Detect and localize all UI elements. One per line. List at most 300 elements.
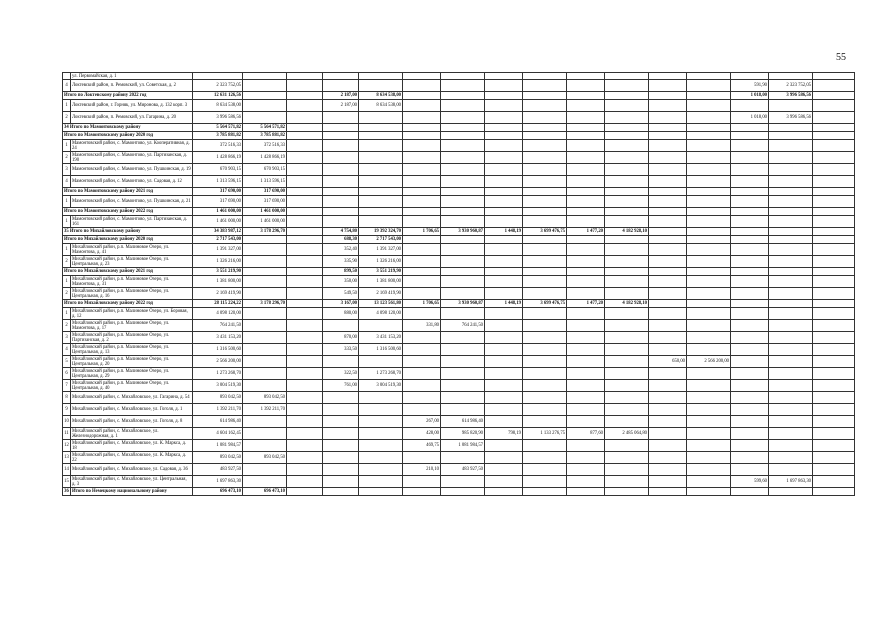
value-cell: 3 004 519,30 [359,380,403,392]
page-number: 55 [836,52,846,63]
value-cell: 798,19 [485,428,523,440]
value-cell [359,440,403,452]
value-cell: 614 986,40 [193,416,243,428]
value-cell [649,92,687,100]
value-cell [769,140,813,152]
value-cell [287,288,323,300]
value-cell [769,452,813,464]
address-cell: Мамонтовский район, с. Мамонтово, ул. Пушкинская, д. 21 [71,196,193,208]
value-cell [567,276,605,288]
value-cell [813,368,855,380]
value-cell [567,308,605,320]
row-number: 4 [63,80,71,92]
value-cell: 877,60 [567,428,605,440]
value-cell [731,152,769,164]
value-cell: 1 081 984,57 [193,440,243,452]
value-cell [441,452,485,464]
value-cell [687,464,731,476]
value-cell [287,73,323,80]
value-cell [523,268,567,276]
value-cell [813,80,855,92]
row-number: 2 [63,320,71,332]
value-cell [567,112,605,124]
address-cell: Михайловский район, р.п. Малиновое Озеро, ул. Партизанская, д. 2 [71,332,193,344]
value-cell [403,276,441,288]
value-cell [403,332,441,344]
value-cell [193,73,243,80]
value-cell [441,92,485,100]
value-cell [769,100,813,112]
value-cell [441,216,485,228]
value-cell: 1 461 000,00 [243,216,287,228]
value-cell [567,452,605,464]
table-row [63,288,855,300]
value-cell [441,152,485,164]
address-cell: Мамонтовский район, с. Мамонтово, ул. Партизанская, д. 190 [71,152,193,164]
value-cell [403,196,441,208]
value-cell [605,132,649,140]
address-cell: Мамонтовский район, с. Мамонтово, ул. Садовая, д. 12 [71,176,193,188]
value-cell [813,464,855,476]
value-cell [323,216,359,228]
value-cell [731,440,769,452]
table-row [63,256,855,268]
value-cell [523,100,567,112]
value-cell [649,140,687,152]
row-number: 2 [63,152,71,164]
value-cell: 428,00 [403,428,441,440]
value-cell [403,132,441,140]
value-cell [605,176,649,188]
total-row [63,236,855,244]
value-cell [323,112,359,124]
address-cell: Михайловский район, с. Михайловское, ул. К. Маркса, д. 18 [71,440,193,452]
value-cell [687,428,731,440]
table-row [63,100,855,112]
value-cell [523,464,567,476]
value-cell [605,92,649,100]
value-cell [649,380,687,392]
value-cell [731,428,769,440]
value-cell [769,440,813,452]
value-cell [485,100,523,112]
row-number: 1 [63,216,71,228]
value-cell [523,368,567,380]
budget-table [62,72,855,496]
value-cell [813,256,855,268]
value-cell: 1 391 327,00 [359,244,403,256]
value-cell [403,344,441,356]
total-title: 34 Итого по Мамонтовскому району [63,124,193,132]
total-row [63,132,855,140]
value-cell [605,208,649,216]
table-row [63,308,855,320]
value-cell [485,308,523,320]
value-cell [485,488,523,496]
value-cell [649,208,687,216]
table-row [63,476,855,488]
value-cell [485,476,523,488]
table-row [63,216,855,228]
value-cell [403,73,441,80]
value-cell: 8 634 538,00 [359,100,403,112]
value-cell [687,344,731,356]
value-cell [605,332,649,344]
value-cell: 1 316 500,60 [359,344,403,356]
value-cell [287,216,323,228]
value-cell [287,80,323,92]
value-cell: 670 903,15 [243,164,287,176]
value-cell [485,132,523,140]
value-cell: 1 428 866,19 [193,152,243,164]
value-cell [359,80,403,92]
value-cell: 350,00 [323,276,359,288]
value-cell [523,356,567,368]
value-cell [287,132,323,140]
value-cell [687,308,731,320]
value-cell: 372 516,33 [193,140,243,152]
value-cell [287,332,323,344]
value-cell [769,320,813,332]
value-cell [323,164,359,176]
total-title: Итого по Немецкому национальному району [71,488,193,496]
value-cell [323,176,359,188]
value-cell [243,368,287,380]
value-cell [403,208,441,216]
value-cell [769,308,813,320]
value-cell: 1 313 596,15 [193,176,243,188]
value-cell [441,236,485,244]
value-cell [359,464,403,476]
value-cell: 3 996 586,56 [769,92,813,100]
value-cell [323,73,359,80]
value-cell [243,320,287,332]
value-cell [523,236,567,244]
value-cell [403,268,441,276]
value-cell: 1 316 500,60 [193,344,243,356]
value-cell [687,80,731,92]
value-cell: 2 566 200,00 [193,356,243,368]
value-cell: 317 690,00 [243,196,287,208]
value-cell [649,112,687,124]
value-cell: 4 182 928,10 [605,300,649,308]
row-number: 2 [63,112,71,124]
value-cell [485,344,523,356]
value-cell: 28 115 224,22 [193,300,243,308]
value-cell [567,356,605,368]
value-cell [287,320,323,332]
address-cell: Михайловский район, р.п. Малиновое Озеро, ул. Мамонтова, д. 17 [71,320,193,332]
value-cell [649,392,687,404]
value-cell [687,244,731,256]
value-cell [441,476,485,488]
value-cell [769,132,813,140]
value-cell [441,188,485,196]
value-cell [523,488,567,496]
value-cell [649,124,687,132]
value-cell [567,73,605,80]
value-cell [323,196,359,208]
value-cell [605,392,649,404]
value-cell: 1 706,65 [403,300,441,308]
value-cell [441,208,485,216]
table-row [63,112,855,124]
value-cell [605,100,649,112]
value-cell [567,132,605,140]
value-cell [523,244,567,256]
value-cell [687,440,731,452]
value-cell: 688,30 [323,236,359,244]
value-cell [441,276,485,288]
value-cell: 3 004 519,30 [193,380,243,392]
total-row [63,124,855,132]
value-cell [441,132,485,140]
value-cell [243,92,287,100]
value-cell [769,344,813,356]
value-cell [485,356,523,368]
value-cell: 8 634 538,00 [359,92,403,100]
value-cell [359,404,403,416]
value-cell [687,256,731,268]
value-cell [403,288,441,300]
value-cell [731,320,769,332]
value-cell: 1 133 276,75 [523,428,567,440]
value-cell [523,288,567,300]
value-cell [567,464,605,476]
value-cell [769,276,813,288]
value-cell [769,124,813,132]
table-row [63,80,855,92]
value-cell [769,368,813,380]
value-cell [287,380,323,392]
value-cell: 4 604 162,45 [193,428,243,440]
value-cell [323,464,359,476]
value-cell [243,276,287,288]
value-cell: 549,50 [323,288,359,300]
value-cell [605,320,649,332]
table-body [63,73,855,496]
value-cell [485,416,523,428]
value-cell [605,196,649,208]
value-cell [649,368,687,380]
value-cell [649,80,687,92]
value-cell [813,244,855,256]
table-row [63,356,855,368]
table-row [63,176,855,188]
value-cell [687,124,731,132]
value-cell [485,404,523,416]
value-cell [567,332,605,344]
value-cell [731,452,769,464]
value-cell [649,188,687,196]
value-cell [403,308,441,320]
value-cell [649,476,687,488]
value-cell [813,92,855,100]
value-cell [813,188,855,196]
value-cell [287,464,323,476]
value-cell [485,216,523,228]
value-cell [243,380,287,392]
value-cell [649,440,687,452]
value-cell [287,100,323,112]
value-cell: 1 428 866,19 [243,152,287,164]
value-cell: 34 383 987,12 [193,228,243,236]
value-cell [287,368,323,380]
value-cell [731,216,769,228]
value-cell [287,440,323,452]
value-cell [769,416,813,428]
value-cell [813,356,855,368]
value-cell [485,244,523,256]
row-number: 3 [63,332,71,344]
value-cell [359,392,403,404]
value-cell [649,300,687,308]
address-cell: Михайловский район, р.п. Малиновое Озеро, ул. Центральная, д. 13 [71,344,193,356]
value-cell [523,452,567,464]
value-cell [769,288,813,300]
value-cell [485,380,523,392]
value-cell [731,276,769,288]
value-cell [769,380,813,392]
value-cell [687,112,731,124]
value-cell [605,380,649,392]
table-row [63,244,855,256]
value-cell: 3 551 219,90 [359,268,403,276]
value-cell [523,152,567,164]
value-cell [287,476,323,488]
value-cell [605,288,649,300]
value-cell [813,124,855,132]
value-cell [731,132,769,140]
table-row [63,416,855,428]
value-cell [287,140,323,152]
value-cell: 3 785 881,82 [193,132,243,140]
value-cell [649,320,687,332]
value-cell: 12 631 126,56 [193,92,243,100]
row-number: 14 [63,464,71,476]
value-cell: 1 477,20 [567,228,605,236]
value-cell: 614 986,40 [441,416,485,428]
value-cell [523,416,567,428]
total-row [63,300,855,308]
value-cell [813,308,855,320]
value-cell [567,344,605,356]
value-cell [359,188,403,196]
value-cell [687,164,731,176]
total-title: Итого по Локтевскому району 2022 год [63,92,193,100]
value-cell [523,176,567,188]
value-cell [243,73,287,80]
value-cell [687,92,731,100]
value-cell: 483 927,50 [441,464,485,476]
value-cell [813,476,855,488]
value-cell [359,152,403,164]
total-title: Итого по Михайловскому району 2020 год [63,236,193,244]
value-cell [687,476,731,488]
value-cell [323,428,359,440]
value-cell [567,476,605,488]
value-cell [485,92,523,100]
row-number: 1 [63,244,71,256]
value-cell [567,416,605,428]
value-cell [359,356,403,368]
value-cell: 696 473,10 [243,488,287,496]
address-cell: Михайловский район, с. Михайловское, ул. Садовая, д. 36 [71,464,193,476]
value-cell [813,100,855,112]
table-row [63,73,855,80]
value-cell: 3 431 153,20 [359,332,403,344]
value-cell [287,308,323,320]
value-cell: 333,50 [323,344,359,356]
address-cell: Михайловский район, р.п. Малиновое Озеро, ул. Центральная, д. 16 [71,288,193,300]
value-cell [813,73,855,80]
value-cell [243,344,287,356]
value-cell: 3 178 296,70 [243,300,287,308]
value-cell [323,320,359,332]
value-cell [769,464,813,476]
value-cell [769,208,813,216]
value-cell [403,380,441,392]
value-cell [485,392,523,404]
value-cell [605,140,649,152]
value-cell [323,152,359,164]
table-row [63,332,855,344]
value-cell [403,244,441,256]
value-cell [605,440,649,452]
value-cell: 1 461 000,00 [243,208,287,216]
table-row [63,380,855,392]
value-cell [567,92,605,100]
value-cell [403,124,441,132]
value-cell [605,404,649,416]
value-cell [441,488,485,496]
value-cell: 352,40 [323,244,359,256]
value-cell [243,332,287,344]
value-cell [567,488,605,496]
table-row [63,464,855,476]
value-cell [243,428,287,440]
value-cell: 764 241,50 [441,320,485,332]
value-cell [567,188,605,196]
value-cell [567,124,605,132]
value-cell [243,440,287,452]
value-cell [567,100,605,112]
value-cell [567,256,605,268]
value-cell: 1 697 863,30 [769,476,813,488]
value-cell [687,100,731,112]
value-cell [523,476,567,488]
value-cell [485,236,523,244]
value-cell [485,268,523,276]
value-cell [813,332,855,344]
value-cell: 317 690,00 [193,188,243,196]
value-cell [605,476,649,488]
value-cell: 1 313 596,15 [243,176,287,188]
value-cell [287,112,323,124]
value-cell: 650,00 [649,356,687,368]
value-cell [403,188,441,196]
value-cell [485,368,523,380]
value-cell [523,440,567,452]
address-cell: ул. Первомайская, д. 1 [71,73,193,80]
value-cell [323,124,359,132]
value-cell: 1 391 327,00 [193,244,243,256]
value-cell [523,256,567,268]
value-cell [731,404,769,416]
value-cell: 2 187,00 [323,92,359,100]
total-title: Итого по Мамонтовскому району 2022 год [63,208,193,216]
value-cell: 1 018,00 [731,92,769,100]
